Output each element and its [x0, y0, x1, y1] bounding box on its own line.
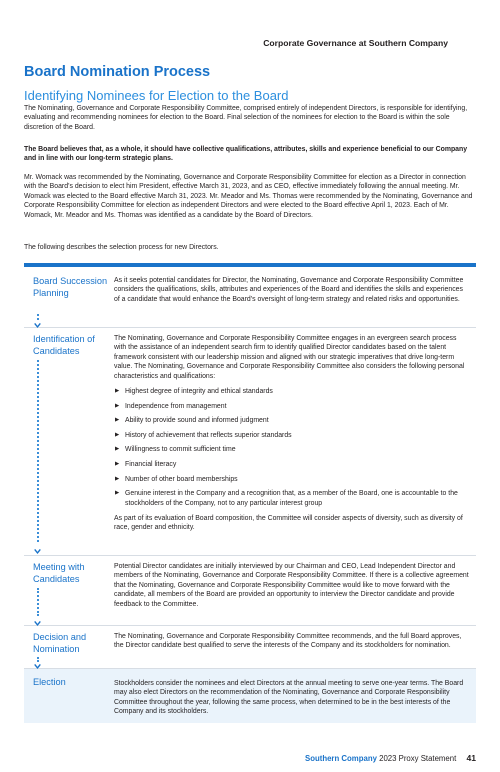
- step-connector: [37, 360, 40, 542]
- triangle-bullet-icon: ▶: [115, 431, 120, 438]
- footer-company: Southern Company: [305, 754, 377, 763]
- page-title: Board Nomination Process: [24, 64, 211, 80]
- step-connector: [37, 314, 40, 320]
- step-description: Stockholders consider the nominees and elect Directors at the annual meeting to serve one-year terms. The Board may also elect Directors on the recommendation of the Nominating, Governance and Corporate Responsibility Committee throughout the year, following the same process, when determined to be in the best interests of the Company and its stockholders.: [114, 680, 464, 716]
- nominee-paragraph: Mr. Womack was recommended by the Nominating, Governance and Corporate Responsibility Committee for election as a Director in connection with the Board’s decision to elect him President, effective March 31, 2023, and as CEO, effective immediately following the annual meeting. Mr. Womack was elected to the Board effective March 31, 2023. Mr. Meador and Ms. Thomas were recommended by the Nominating, Governance and Corporate Responsibility Committee for election as independent Directors and were elected to the Board effective April 1, 2023. Each of Mr. Womack, Mr. Meador and Ms. Thomas was identified as a candidate by the Board of Directors.: [24, 174, 473, 219]
- step-title: Identification of Candidates: [33, 334, 95, 356]
- intro-paragraph: The Nominating, Governance and Corporate Responsibility Committee, comprised entirely of independent Directors, is responsible for identifying, evaluating and recommending nominees for election to the Board. Final selection of the nominees for election to the Board is within the sole discretion of the Board.: [24, 105, 468, 131]
- diversity-note: As part of its evaluation of Board composition, the Committee will consider aspects of diversity, such as diversity of race, gender and ethnicity.: [114, 515, 463, 532]
- list-item: ▶ Number of other board memberships: [115, 475, 238, 483]
- triangle-bullet-icon: ▶: [115, 461, 120, 467]
- step-description: The Nominating, Governance and Corporate Responsibility Committee engages in an evergreen search process with the assistance of an independent search firm to identify qualified Director candidates based on the talent framework consistent with our leadership mission and aligned with our strategic imperatives that drive long-term value. The Nominating, Governance and Corporate Responsibility Committee also considers the following personal characteristics and qualifications:: [114, 335, 465, 380]
- triangle-bullet-icon: ▶: [115, 446, 120, 453]
- step-decision-and-nomination: [24, 626, 476, 669]
- step-title: Board Succession Planning: [33, 276, 108, 298]
- triangle-bullet-icon: ▶: [115, 402, 120, 409]
- list-item: ▶ History of achievement that reflects superior standards: [115, 431, 292, 439]
- step-board-succession-planning: [24, 270, 476, 328]
- list-item: ▶ Independence from management: [115, 402, 227, 410]
- step-title: Meeting with Candidates: [33, 562, 85, 584]
- section-subtitle: Identifying Nominees for Election to the Board: [24, 88, 289, 103]
- qualifications-list: [114, 387, 470, 508]
- step-title: Decision and Nomination: [33, 632, 87, 654]
- selection-process: [24, 270, 476, 723]
- step-identification-of-candidates: [24, 328, 476, 556]
- chevron-down-icon: [34, 548, 41, 555]
- page-footer: [305, 753, 476, 763]
- process-lead-in: The following describes the selection process for new Directors.: [24, 244, 219, 251]
- step-description: The Nominating, Governance and Corporate Responsibility Committee recommends, and the full Board approves, the Director candidate best qualified to serve the interests of the Company and its stockholders for nomination.: [114, 633, 462, 650]
- list-item: ▶ Ability to provide sound and informed judgment: [115, 417, 269, 425]
- step-title: Election: [33, 677, 66, 687]
- triangle-bullet-icon: ▶: [115, 475, 120, 482]
- list-item: ▶ Willingness to commit sufficient time: [115, 446, 236, 454]
- step-connector: [37, 657, 40, 660]
- process-top-rule: [24, 263, 476, 267]
- board-belief-paragraph: The Board believes that, as a whole, it should have collective qualifications, attributes, skills and experience beneficial to our Company and in line with our long-term strategic plans.: [24, 146, 468, 163]
- list-item: ▶ Genuine interest in the Company and a recognition that, as a member of the Board, one is accountable to the stockholders of the Company, not to any particular interest group: [115, 490, 458, 507]
- list-item: ▶ Financial literacy: [115, 461, 177, 468]
- step-description: Potential Director candidates are initially interviewed by our Chairman and CEO, Lead Independent Director and members of the Nominating, Governance and Corporate Responsibility Committee. If there is a collective agreement that the Nominating, Governance and Corporate Responsibility Committee would like to move forward with the candidate, all members of the Board are provided an opportunity to interview the Director candidate and provide feedback to the Committee.: [114, 563, 469, 608]
- triangle-bullet-icon: ▶: [115, 388, 120, 395]
- list-item: ▶ Highest degree of integrity and ethical standards: [115, 388, 273, 396]
- footer-document: 2023 Proxy Statement: [379, 754, 457, 763]
- step-description: As it seeks potential candidates for Director, the Nominating, Governance and Corporate Responsibility Committee considers the qualifications, skills, attributes and experiences of the Board and identifies the skills and experiences of a candidate that would enhance the Board’s oversight of long-term strategy and related risks and opportunities.: [114, 277, 464, 303]
- step-meeting-with-candidates: [24, 556, 476, 626]
- triangle-bullet-icon: ▶: [115, 417, 120, 424]
- step-election: [24, 669, 476, 723]
- section-header: Corporate Governance at Southern Company: [263, 38, 448, 48]
- step-connector: [37, 588, 40, 616]
- page-number: 41: [466, 753, 476, 763]
- triangle-bullet-icon: ▶: [115, 490, 120, 497]
